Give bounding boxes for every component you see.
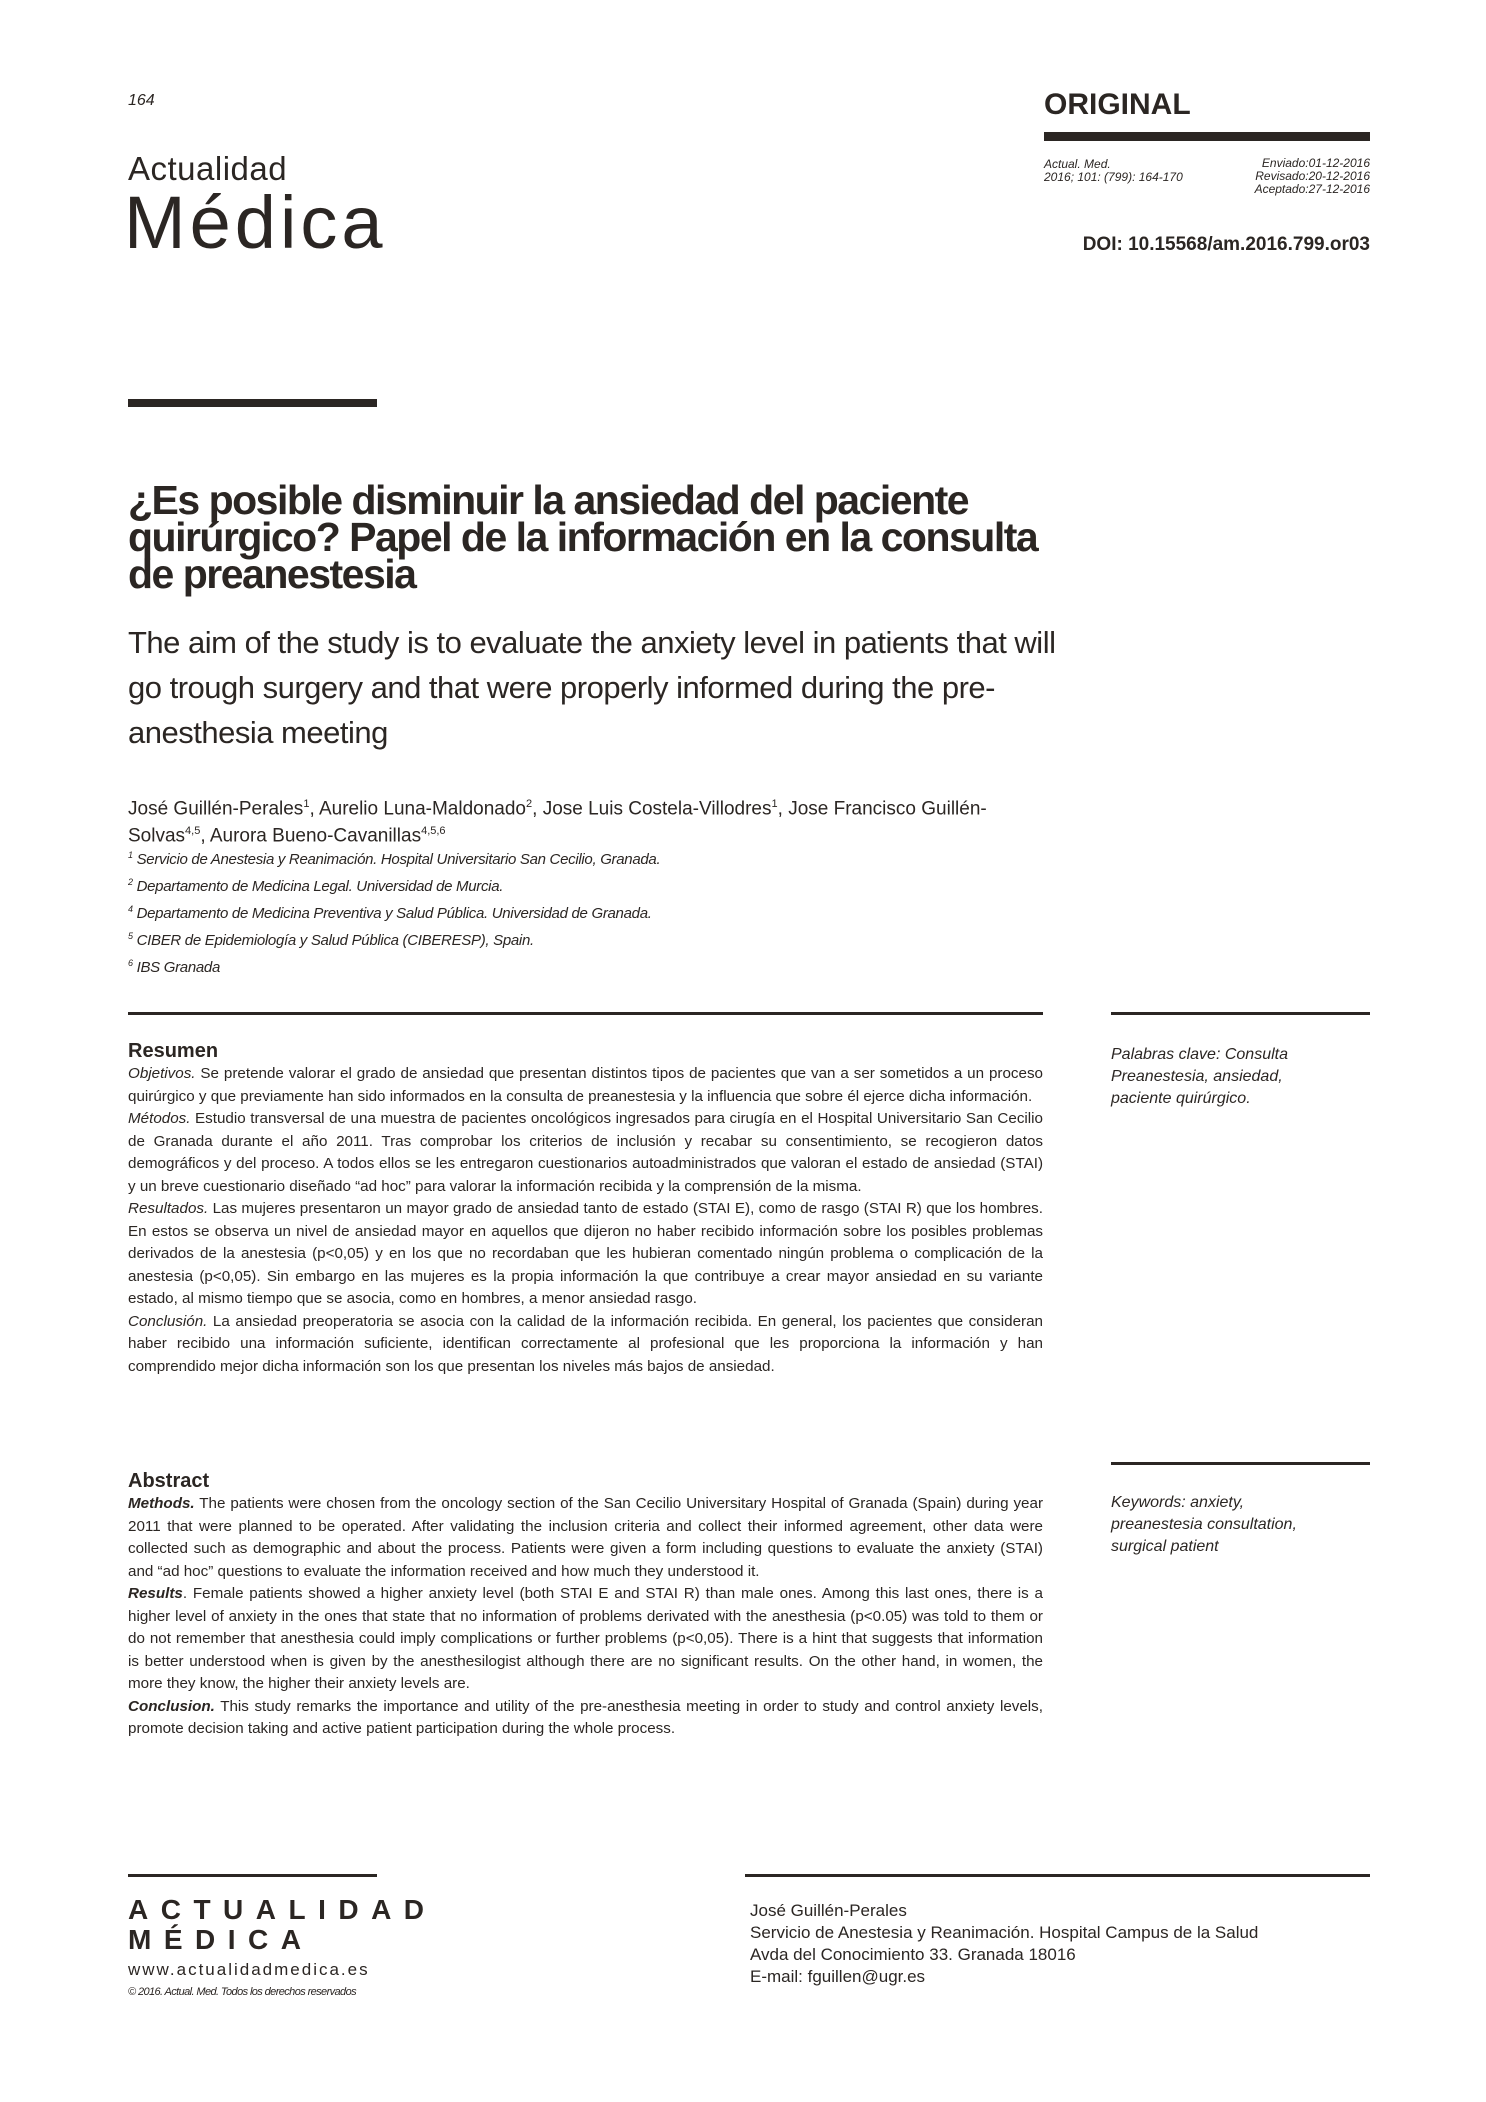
journal-brand-bottom: Médica	[124, 181, 387, 264]
author-name: Aurora Bueno-Cavanillas	[209, 825, 422, 847]
contact-dept: Servicio de Anestesia y Reanimación. Hospital Campus de la Salud	[750, 1923, 1259, 1942]
affiliation-sup: 5	[128, 931, 133, 941]
author-list: José Guillén-Perales$^1$, Aurelio Luna-Maldonado$^2$, Jose Luis Costela-Villodres$^1$, Jose Francisco Guillén-Solvas$^{4,5}$, Aurora Bueno-Cavanillas$^{4,5,6}$	[128, 798, 987, 847]
keywords: Keywords: anxiety, preanestesia consultation, surgical patient	[1111, 1494, 1297, 1555]
palabras-rule	[1111, 1012, 1370, 1015]
author-name: Jose Francisco Guillén-Solvas	[128, 798, 987, 847]
resultados-label: Resultados.	[128, 1200, 209, 1217]
affiliation-sup: 2	[128, 877, 133, 887]
title-rule	[128, 399, 377, 407]
contact-name: José Guillén-Perales	[750, 1901, 907, 1920]
affiliation-item	[128, 844, 1058, 871]
author-name: Aurelio Luna-Maldonado	[318, 798, 526, 820]
resumen-body	[128, 1063, 1043, 1378]
page-number: 164	[128, 92, 155, 109]
author-sup: 2	[526, 798, 533, 810]
section-rule	[1044, 132, 1370, 141]
date-sent: Enviado:01-12-2016	[1261, 156, 1370, 170]
article-subtitle: The aim of the study is to evaluate the anxiety level in patients that will go trough surgery and that were properly informed during the pre-anesthesia meeting	[128, 625, 1056, 750]
footer-brand-line2: MÉDICA	[128, 1924, 314, 1955]
affiliation-list	[128, 844, 1058, 979]
resumen-section	[128, 1040, 1043, 1378]
affiliation-sup: 4	[128, 904, 133, 914]
contact-rule	[745, 1874, 1370, 1877]
conclusion-label: Conclusión.	[128, 1312, 208, 1330]
objetivos-label: Objetivos.	[128, 1065, 196, 1082]
affiliation-sup: 1	[128, 850, 133, 860]
metodos-label: Métodos.	[128, 1110, 191, 1127]
resumen-rule	[128, 1012, 1043, 1015]
methods-label: Methods.	[128, 1495, 195, 1512]
affiliation-text: CIBER de Epidemiología y Salud Pública (CIBERESP), Spain.	[136, 932, 534, 949]
resumen-heading: Resumen	[128, 1040, 219, 1062]
author-sup: 4,5,6	[421, 825, 446, 838]
footer-copyright: © 2016. Actual. Med. Todos los derechos reservados	[128, 1986, 356, 1998]
methods-text: The patients were chosen from the oncology section of the San Cecilio Universitary Hospital of Granada (Spain) during year 2011 that were planned to be operated. After validating the inclusion criteria and collect their informed agreement, other data were collected such as demographic and about the process. Patients were given a form including questions to evaluate the anxiety (STAI) and “ad hoc” questions to evaluate the information received and how much they understood it.	[128, 1495, 1043, 1580]
metodos-text: Estudio transversal de una muestra de pacientes oncológicos ingresados para cirugía en el Hospital Universitario San Cecilio de Granada durante el año 2011. Tras comprobar los criterios de inclusión y recabar su consentimiento, se recogieron datos demográficos y del proceso. A todos ellos se les entregaron cuestionarios autoadministrados que valoran el estado de ansiedad (STAI) y un breve cuestionario diseñado “ad hoc” para valorar la información recibida y la comprensión de la misma.	[128, 1110, 1043, 1195]
affiliation-item	[128, 898, 1058, 925]
citation-line1: Actual. Med.	[1044, 157, 1111, 171]
author-sup: 4,5	[185, 825, 201, 838]
conclusion-text: This study remarks the importance and utility of the pre-anesthesia meeting in order to study and control anxiety levels, promote decision taking and active patient participation during the whole process.	[128, 1697, 1043, 1737]
affiliation-text: IBS Granada	[136, 959, 221, 976]
results-label: Results	[128, 1585, 183, 1602]
conclusion-label: Conclusion.	[128, 1697, 215, 1715]
doi-link[interactable]: DOI: 10.15568/am.2016.799.or03	[1082, 234, 1370, 255]
affiliation-text: Departamento de Medicina Legal. Universidad de Murcia.	[136, 878, 504, 895]
affiliation-item	[128, 952, 1058, 979]
citation-line2: 2016; 101: (799): 164-170	[1044, 170, 1183, 184]
journal-brand-top: Actualidad	[128, 150, 288, 187]
contact-address: Avda del Conocimiento 33. Granada 18016	[750, 1945, 1076, 1964]
keywords-rule	[1111, 1462, 1370, 1465]
section-label: ORIGINAL	[1044, 88, 1191, 121]
affiliation-sup: 6	[128, 958, 133, 968]
abstract-section	[128, 1470, 1043, 1741]
author-name: Jose Luis Costela-Villodres	[542, 798, 772, 820]
date-accepted: Aceptado:27-12-2016	[1254, 182, 1370, 196]
article-title: ¿Es posible disminuir la ansiedad del paciente quirúrgico? Papel de la información en la consulta de preanestesia	[128, 477, 1038, 597]
correspondence-block	[750, 1900, 1258, 1988]
author-sup: 1	[303, 798, 310, 810]
affiliation-text: Departamento de Medicina Preventiva y Salud Pública. Universidad de Granada.	[136, 905, 652, 922]
abstract-heading: Abstract	[128, 1470, 210, 1492]
author-name: José Guillén-Perales	[128, 798, 304, 820]
contact-email-link[interactable]: E-mail: fguillen@ugr.es	[750, 1967, 926, 1986]
submission-dates	[1220, 157, 1370, 196]
footer-url-link[interactable]: www.actualidadmedica.es	[128, 1960, 370, 1979]
affiliation-item	[128, 925, 1058, 952]
citation	[1044, 158, 1183, 184]
author-sup: 1	[771, 798, 778, 810]
affiliation-text: Servicio de Anestesia y Reanimación. Hospital Universitario San Cecilio, Granada.	[136, 851, 661, 868]
conclusion-text: La ansiedad preoperatoria se asocia con la calidad de la información recibida. En general, los pacientes que consideran haber recibido una información suficiente, identifican correctamente al profesional que les proporciona la información y han comprendido mejor dicha información son los que presentan los niveles más bajos de ansiedad.	[128, 1312, 1043, 1375]
date-revised: Revisado:20-12-2016	[1255, 169, 1370, 183]
objetivos-text: Se pretende valorar el grado de ansiedad que presentan distintos tipos de pacientes que van a ser sometidos a un proceso quirúrgico y que previamente han sido informados en la consulta de preanestesia y la influencia que sobre él ejerce dicha información.	[128, 1065, 1043, 1105]
abstract-body	[128, 1493, 1043, 1741]
resultados-text: Las mujeres presentaron un mayor grado de ansiedad tanto de estado (STAI E), como de rasgo (STAI R) que los hombres. En estos se observa un nivel de ansiedad mayor en aquellos que dijeron no haber recibido información sobre los posibles problemas derivados de la anestesia (p<0,05) y en los que no recordaban que les hubieran comentado ningún problema o complicación de la anestesia (p<0,05). Sin embargo en las mujeres es la propia información la que contribuye a crear mayor ansiedad en su variante estado, al mismo tiempo que se asocia, como en hombres, a menor ansiedad rasgo.	[128, 1200, 1043, 1307]
footer-brand-rule	[128, 1874, 377, 1877]
results-text: . Female patients showed a higher anxiety level (both STAI E and STAI R) than male ones. Among this last ones, there is a higher level of anxiety in the ones that state that no information of problems derivated with the anesthesia (p<0.05) was told to them or do not remember that anesthesia could imply complications or further problems (p<0,05). There is a hint that suggests that information is better understood when is given by the anesthesilogist although there are no significant results. On the other hand, in women, the more they know, the higher their anxiety levels are.	[128, 1585, 1043, 1692]
affiliation-item	[128, 871, 1058, 898]
palabras-clave: Palabras clave: Consulta Preanestesia, ansiedad, paciente quirúrgico.	[1111, 1046, 1288, 1107]
footer-brand-line1: ACTUALIDAD	[128, 1894, 437, 1925]
